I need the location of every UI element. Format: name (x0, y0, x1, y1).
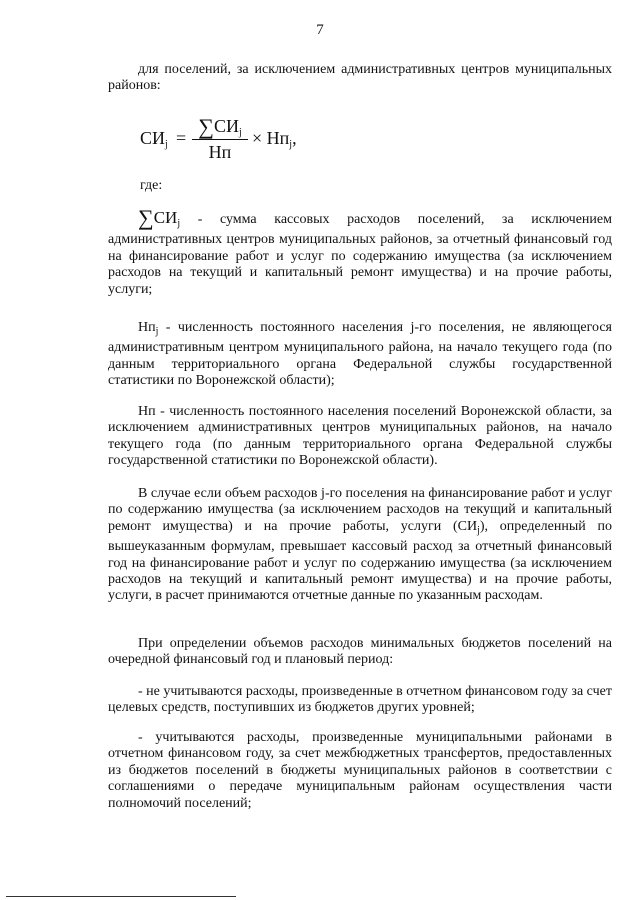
definition-sum-si-body: - сумма кассовых расходов поселений, за исключением административных центров муниципальных районов, за отчетный финансовый год на финансирование работ и услуг по содержанию имущества (за исключением расходов на текущий и капитальный ремонт имущества) и на прочие работы, услуги; (108, 212, 612, 297)
paragraph-excess-text (108, 486, 612, 605)
bullet-counted-text: - учитываются расходы, произведенные муниципальными районами в отчетном финансовом году, за счет межбюджетных трансфертов, предоставленных из бюджетов поселений в бюджеты муниципальных районов в соответствии с соглашениями о передаче муниципальным районам осуществления части полномочий поселений; (108, 730, 612, 811)
formula-numerator (190, 114, 250, 140)
definition-npj-text (108, 320, 612, 390)
footer-rule (6, 896, 236, 897)
intro-text: для поселений, за исключением административных центров муниципальных районов: (108, 62, 612, 94)
bullet-counted (108, 730, 612, 812)
formula-lhs-symbol: СИ (140, 128, 166, 148)
formula-multiplier-symbol: × Нп (252, 128, 290, 148)
paragraph-determination (108, 636, 612, 669)
formula-multiplier-subscript: j (289, 139, 293, 150)
definition-sum-si (108, 205, 612, 298)
definition-npj-subscript: j (155, 326, 159, 337)
formula-lhs-subscript: j (165, 139, 168, 150)
definition-npj-term: Нп (138, 320, 156, 335)
paragraph-excess-part-b: ), определенный по вышеуказанным формулам, превышает кассовый расход за отчетный финансовый год на финансирование работ и услуг по содержанию имущества (за исключением расходов на текущий и капитальный ремонт имущества) и на прочие работы, услуги, в расчет принимаются отчетные данные по указанным расходам. (108, 518, 612, 604)
intro-paragraph (108, 62, 612, 95)
paragraph-excess-subscript: j (477, 524, 480, 536)
formula-lhs (140, 128, 168, 150)
paragraph-excess (108, 486, 612, 605)
definition-np-text: Нп - численность постоянного населения поселений Воронежской области, за исключением административных центров муниципальных районов, на начало текущего года (по данным территориального органа Федеральной службы государственной статистики по Воронежской области). (108, 404, 612, 469)
fraction-bar (192, 139, 248, 140)
formula (140, 114, 340, 164)
formula-equals: = (176, 128, 187, 148)
formula-sigma: ∑ (198, 114, 214, 139)
definition-sigma: ∑ (138, 205, 154, 230)
definition-sum-si-subscript: j (177, 218, 181, 229)
formula-multiplier (252, 128, 297, 150)
definition-npj-body: - численность постоянного населения j-го поселения, не являющегося административным центром муниципального района, на начало текущего года (по данным территориального органа Федеральной службы государственной статистики по Воронежской области); (108, 320, 612, 389)
definition-sum-si-term: СИ (153, 208, 178, 227)
formula-numerator-symbol: СИ (213, 116, 239, 136)
formula-end: , (292, 128, 297, 148)
bullet-not-counted-text: - не учитываются расходы, произведенные в отчетном финансовом году за счет целевых средств, поступивших из бюджетов других уровней; (108, 684, 612, 716)
bullet-not-counted (108, 684, 612, 717)
formula-denominator: Нп (208, 142, 232, 162)
paragraph-excess-part-a: В случае если объем расходов j-го поселения на финансирование работ и услуг по содержанию имущества (за исключением расходов на текущий и капитальный ремонт имущества) и на прочие работы, услуги (СИ (108, 486, 612, 534)
definition-np (108, 404, 612, 470)
definition-npj (108, 320, 612, 390)
paragraph-determination-text: При определении объемов расходов минимальных бюджетов поселений на очередной финансовый год и плановый период: (108, 636, 612, 668)
definition-sum-si-text (108, 205, 612, 298)
page-number: 7 (316, 22, 324, 38)
where-label: где: (140, 178, 163, 193)
formula-numerator-subscript: j (238, 127, 242, 138)
